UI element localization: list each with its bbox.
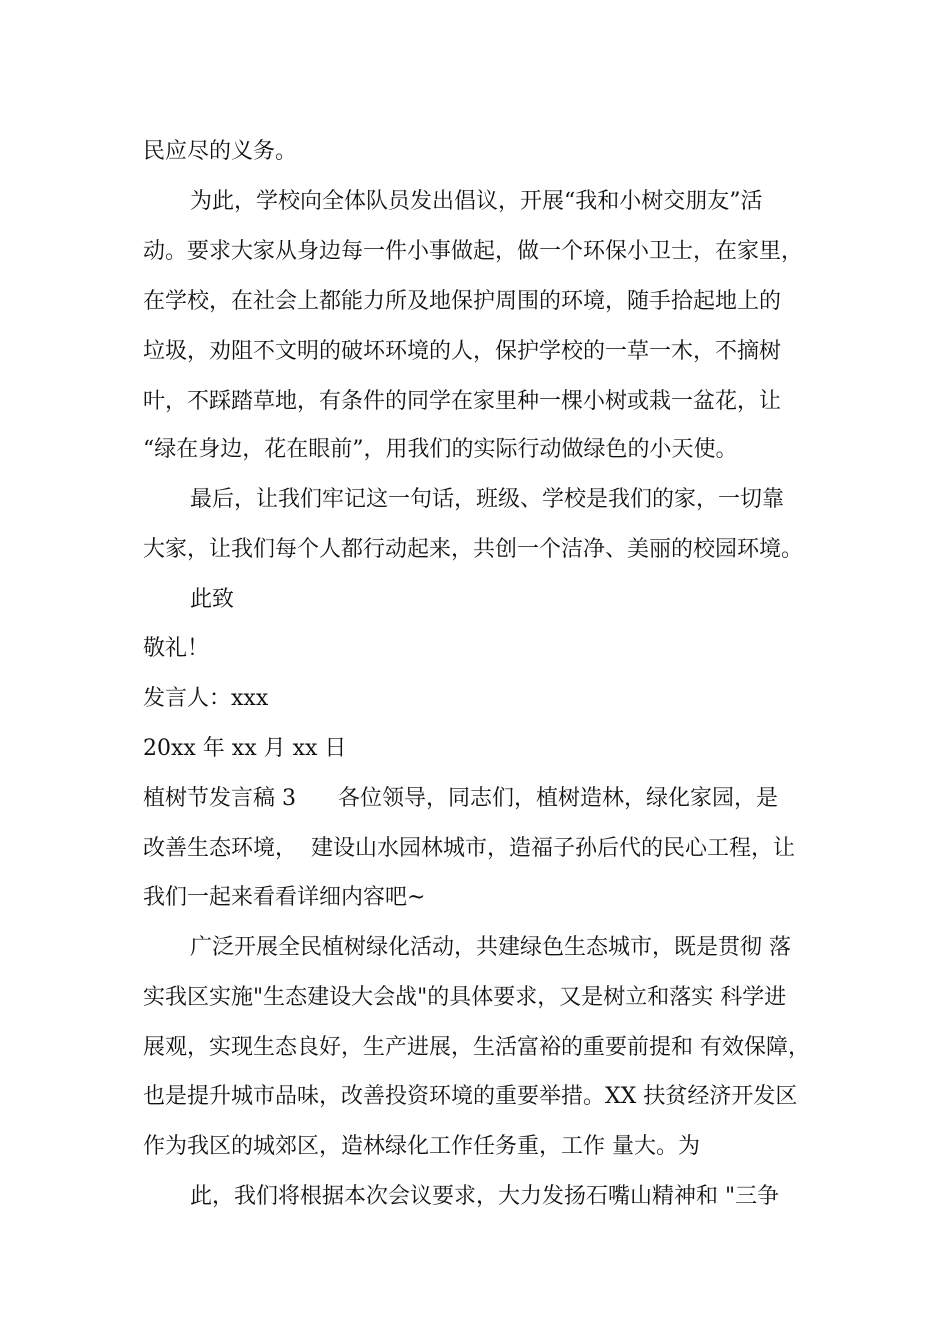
date-line: 20xx 年 xx 月 xx 日: [143, 736, 347, 761]
text-line: 我们一起来看看详细内容吧~: [143, 885, 426, 910]
text-line: 实我区实施"生态建设大会战"的具体要求，又是树立和落实 科学进: [143, 985, 787, 1010]
text-line: 也是提升城市品味，改善投资环境的重要举措。XX 扶贫经济开发区: [143, 1084, 798, 1109]
text-line: 民应尽的义务。: [143, 139, 298, 164]
text-line: 在学校，在社会上都能力所及地保护周围的环境，随手拾起地上的: [143, 289, 782, 314]
text-line: 最后，让我们牢记这一句话，班级、学校是我们的家，一切靠: [190, 487, 785, 512]
text-line: 作为我区的城郊区，造林绿化工作任务重，工作 量大。为: [143, 1134, 700, 1159]
text-line: 垃圾，劝阻不文明的破坏环境的人，保护学校的一草一木，不摘树: [143, 339, 782, 364]
text-line: 改善生态环境， 建设山水园林城市，造福子孙后代的民心工程，让: [143, 836, 795, 861]
text-line: 此，我们将根据本次会议要求，大力发扬石嘴山精神和 "三争: [190, 1184, 780, 1209]
text-line: 叶，不踩踏草地，有条件的同学在家里种一棵小树或栽一盆花，让: [143, 389, 782, 414]
closing-salutation: 此致: [190, 587, 235, 612]
text-line: 广泛开展全民植树绿化活动，共建绿色生态城市，既是贯彻 落: [190, 935, 791, 960]
text-line: 为此，学校向全体队员发出倡议，开展“我和小树交朋友”活: [190, 189, 763, 214]
text-line: “绿在身边，花在眼前”，用我们的实际行动做绿色的小天使。: [143, 437, 738, 462]
speaker-line: 发言人：xxx: [143, 686, 269, 711]
section-heading-line: 植树节发言稿 3 各位领导，同志们，植树造林，绿化家园，是: [143, 786, 778, 811]
text-line: 展观，实现生态良好，生产进展，生活富裕的重要前提和 有效保障，: [143, 1035, 810, 1060]
text-line: 动。要求大家从身边每一件小事做起，做一个环保小卫士，在家里，: [143, 239, 804, 264]
closing-regards: 敬礼！: [143, 636, 210, 661]
text-line: 大家，让我们每个人都行动起来，共创一个洁净、美丽的校园环境。: [143, 537, 804, 562]
